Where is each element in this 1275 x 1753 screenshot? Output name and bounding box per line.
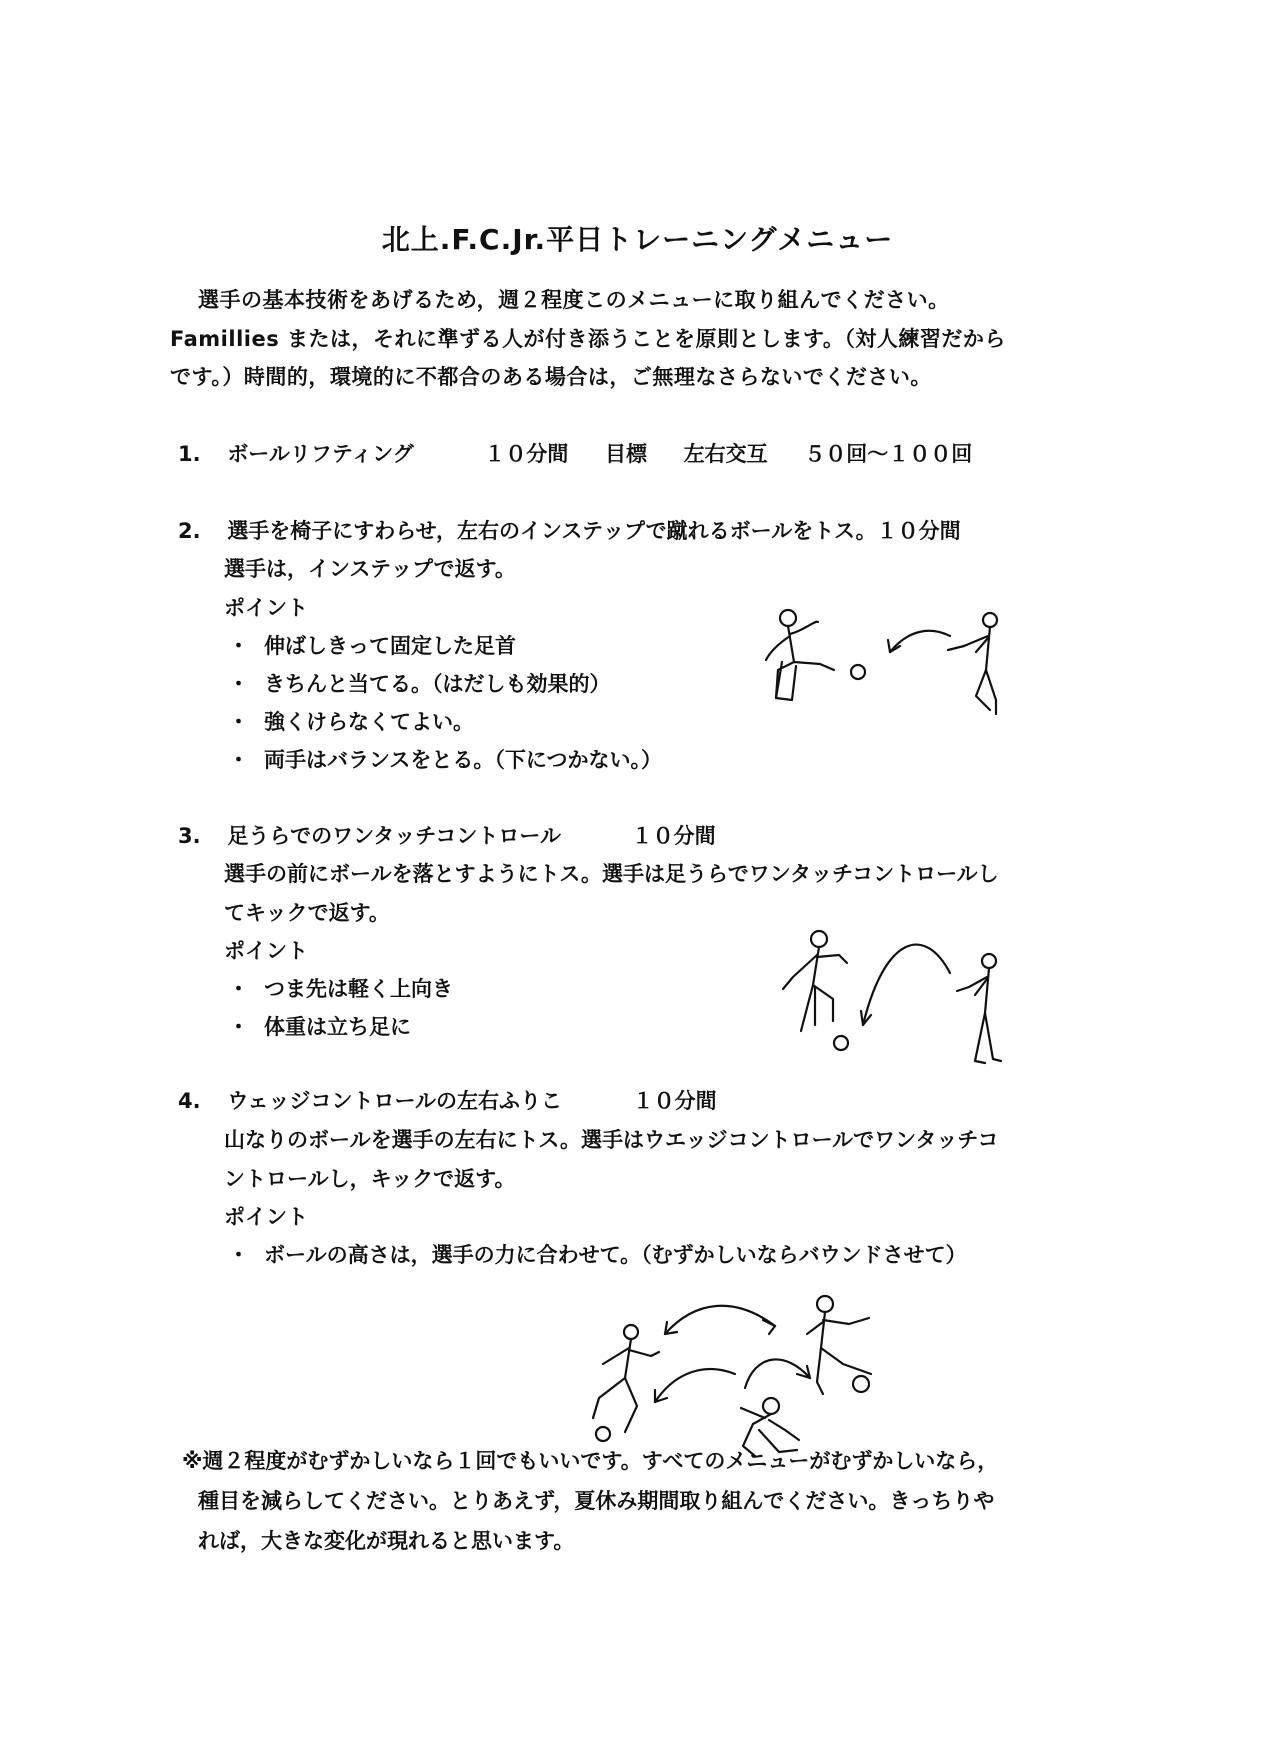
drill-2-heading: [178, 515, 961, 545]
drill-2-point-3-text: 強くけらなくてよい。: [264, 710, 474, 734]
bullet: ・: [228, 1243, 249, 1267]
drill-2-point-label: ポイント: [224, 596, 308, 620]
drill-2-point-1-text: 伸ばしきって固定した足首: [264, 634, 516, 658]
drill-1-title: ボールリフティング: [227, 442, 414, 466]
drill-3-point-2: [228, 1011, 411, 1041]
drill-2-point-4-text: 両手はバランスをとる。（下につかない。）: [264, 748, 662, 772]
bullet: ・: [228, 634, 249, 658]
drill-2-illustration: [750, 600, 1030, 730]
bullet: ・: [228, 748, 249, 772]
drill-4-point-1: [228, 1239, 967, 1269]
drill-1-goal-label: 目標: [605, 442, 648, 466]
intro-line-2: Famillies または，それに準ずる人が付き添うことを原則とします。（対人練習だから: [170, 327, 1006, 351]
bullet: ・: [228, 1015, 249, 1039]
drill-3-illustration: [775, 925, 1035, 1075]
drill-4-heading: [178, 1085, 717, 1115]
drill-2-point-3: [228, 706, 474, 736]
drill-3-line-1: 選手の前にボールを落とすようにトス。選手は足うらでワンタッチコントロールし: [224, 862, 999, 886]
drill-3-point-2-text: 体重は立ち足に: [264, 1015, 411, 1039]
closing-note-line-1: ※週２程度がむずかしいなら１回でもいいです。すべてのメニューがむずかしいなら，: [182, 1449, 999, 1473]
drill-1-number: 1.: [178, 442, 201, 466]
drill-4-point-label: ポイント: [224, 1205, 308, 1229]
drill-2-point-4: [228, 744, 662, 774]
drill-2-point-2-text: きちんと当てる。（はだしも効果的）: [264, 672, 611, 696]
drill-4-title: ウェッジコントロールの左右ふりこ: [227, 1089, 563, 1113]
drill-3-line-2: てキックで返す。: [224, 901, 390, 925]
drill-2-point-2: [228, 668, 611, 698]
drill-2-point-1: [228, 630, 516, 660]
drill-3-title: 足うらでのワンタッチコントロール: [227, 824, 562, 848]
drill-3-time: １０分間: [631, 824, 716, 848]
closing-note-line-3: れば，大きな変化が現れると思います。: [198, 1529, 575, 1553]
drill-1-time: １０分間: [484, 442, 569, 466]
drill-3-point-1-text: つま先は軽く上向き: [264, 977, 453, 1001]
drill-2-line-1: 選手は，インステップで返す。: [224, 557, 516, 581]
drill-4-time: １０分間: [632, 1089, 717, 1113]
closing-note-line-2: 種目を減らしてください。とりあえず，夏休み期間取り組んでください。きっちりや: [198, 1489, 995, 1513]
drill-3-point-1: [228, 973, 453, 1003]
drill-1-goal-count: ５０回～１００回: [804, 442, 973, 466]
bullet: ・: [228, 710, 249, 734]
bullet: ・: [228, 977, 249, 1001]
bullet: ・: [228, 672, 249, 696]
page-title: 北上.F.C.Jr.平日トレーニングメニュー: [381, 223, 894, 256]
drill-3-point-label: ポイント: [224, 939, 308, 963]
drill-1-goal-detail: 左右交互: [683, 442, 768, 466]
intro-line-3: です。）時間的，環境的に不都合のある場合は，ご無理なさらないでください。: [170, 365, 932, 389]
drill-2-title: 選手を椅子にすわらせ，左右のインステップで蹴れるボールをトス。１０分間: [227, 519, 961, 543]
drill-4-line-1: 山なりのボールを選手の左右にトス。選手はウエッジコントロールでワンタッチコ: [224, 1128, 999, 1152]
drill-4-illustration: [585, 1290, 895, 1460]
drill-2-number: 2.: [178, 519, 201, 543]
drill-3-number: 3.: [178, 824, 201, 848]
drill-1-heading: [178, 438, 972, 468]
drill-4-line-2: ントロールし，キックで返す。: [224, 1167, 516, 1191]
intro-line-1: 選手の基本技術をあげるため，週２程度このメニューに取り組んでください。: [198, 288, 950, 312]
drill-4-number: 4.: [178, 1089, 201, 1113]
drill-4-point-1-text: ボールの高さは，選手の力に合わせて。（むずかしいならバウンドさせて）: [264, 1243, 967, 1267]
drill-3-heading: [178, 820, 716, 850]
